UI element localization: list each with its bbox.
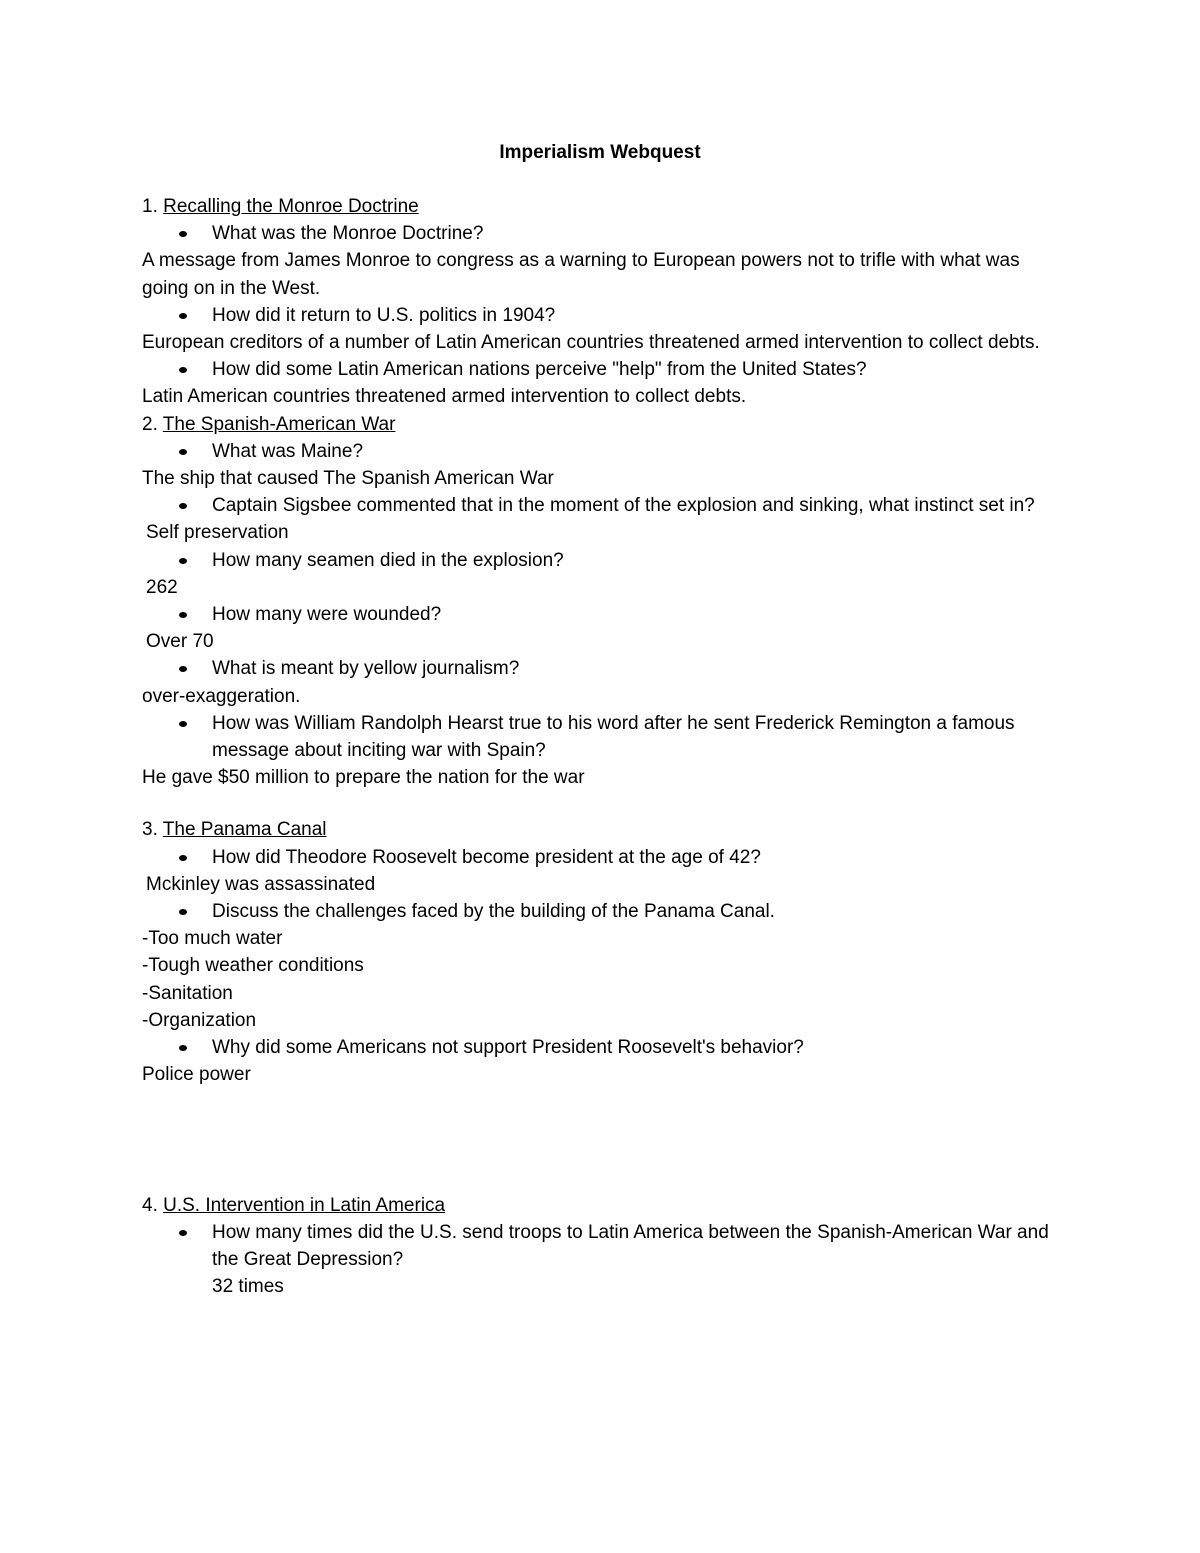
question-item (142, 492, 1062, 519)
bullet-icon (179, 909, 187, 915)
section-number: 1. (142, 196, 164, 217)
answer-text: European creditors of a number of Latin American countries threatened armed intervention to collect debts. (142, 332, 1040, 354)
section-number: 4. (142, 1194, 164, 1216)
bullet-icon (179, 1230, 187, 1236)
question-item (142, 438, 1062, 465)
bullet-icon (179, 449, 187, 455)
bullet-icon (179, 666, 187, 672)
question-text: Why did some Americans not support President Roosevelt's behavior? (212, 1037, 804, 1059)
answer-text: 32 times (212, 1276, 284, 1298)
section-title: The Panama Canal (162, 819, 327, 841)
document-body (142, 193, 1062, 1300)
bullet-icon (179, 855, 187, 861)
answer-text: He gave $50 million to prepare the nation for the war (142, 767, 585, 789)
answer-text: over-exaggeration. (142, 685, 301, 707)
answer-text: A message from James Monroe to congress as a warning to European powers not to trifle with what was going on in the West. (142, 250, 1025, 299)
section-heading (142, 193, 1062, 220)
question-item (142, 655, 1062, 682)
answer-list-item: -Tough weather conditions (142, 955, 364, 977)
section-number: 2. (142, 413, 163, 435)
question-text: How did Theodore Roosevelt become president at the age of 42? (212, 846, 761, 868)
question-item (142, 601, 1062, 628)
bullet-icon (179, 721, 187, 727)
section-number: 3. (142, 819, 163, 841)
bullet-icon (179, 367, 187, 373)
bullet-icon (179, 503, 187, 509)
answer-list-item: -Too much water (142, 928, 283, 950)
bullet-icon (179, 313, 187, 319)
question-item (142, 844, 1062, 871)
question-text: How many times did the U.S. send troops to Latin America between the Spanish-American War and the Great Depression? (212, 1221, 1055, 1270)
answer-text: Police power (142, 1064, 251, 1086)
answer-text: The ship that caused The Spanish American War (142, 468, 554, 490)
question-text: What was the Monroe Doctrine? (212, 223, 484, 245)
question-text: How did some Latin American nations perceive "help" from the United States? (212, 359, 867, 381)
question-item (142, 1034, 1062, 1061)
section-heading (142, 816, 1062, 843)
question-text: What is meant by yellow journalism? (212, 658, 520, 680)
question-text: How many were wounded? (212, 604, 442, 626)
section-title: The Spanish-American War (162, 413, 396, 435)
question-text: How was William Randolph Hearst true to his word after he sent Frederick Remington a famous message about inciting war with Spain? (212, 712, 1020, 762)
answer-text: Mckinley was assassinated (146, 873, 376, 895)
question-item (142, 710, 1062, 764)
question-item (142, 898, 1062, 925)
bullet-icon (179, 1045, 187, 1051)
document-title: Imperialism Webquest (499, 142, 701, 163)
question-text: Discuss the challenges faced by the building of the Panama Canal. (212, 901, 775, 923)
bullet-icon (179, 558, 187, 564)
answer-text: 262 (146, 576, 178, 598)
blank-space (142, 1089, 1062, 1192)
question-item (142, 220, 1062, 247)
blank-line (142, 791, 1062, 816)
question-text: How did it return to U.S. politics in 1904? (212, 304, 556, 326)
question-item (142, 302, 1062, 329)
question-item (142, 1219, 1062, 1273)
question-text: How many seamen died in the explosion? (212, 549, 564, 571)
question-item (142, 547, 1062, 574)
question-item (142, 356, 1062, 383)
question-text: What was Maine? (212, 440, 364, 462)
section-title: U.S. Intervention in Latin America (163, 1194, 446, 1216)
section-heading (142, 1192, 1062, 1219)
answer-list-item: -Sanitation (142, 982, 233, 1004)
section-heading (142, 411, 1062, 438)
bullet-icon (179, 231, 187, 237)
answer-text: Latin American countries threatened armed intervention to collect debts. (142, 386, 747, 408)
answer-text: Over 70 (146, 631, 214, 653)
answer-list-item: -Organization (142, 1009, 257, 1031)
section-title: Recalling the Monroe Doctrine (163, 196, 419, 217)
question-text: Captain Sigsbee commented that in the moment of the explosion and sinking, what instinct set in? (212, 495, 1035, 517)
answer-text: Self preservation (146, 522, 289, 544)
bullet-icon (179, 612, 187, 618)
